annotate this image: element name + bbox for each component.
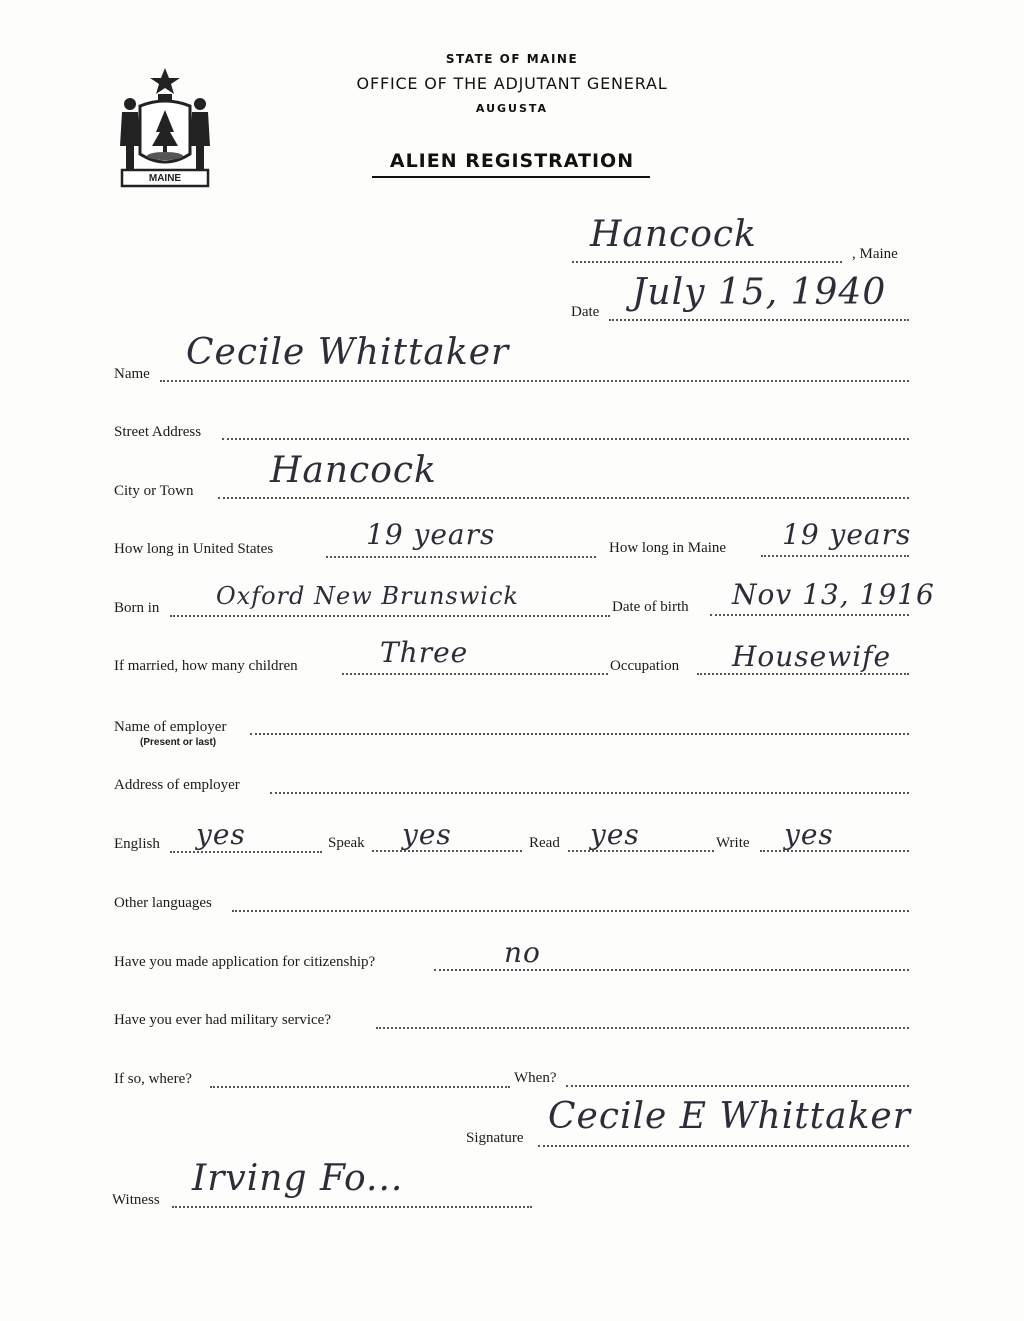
- city-label: City or Town: [114, 483, 194, 499]
- read-label: Read: [529, 835, 560, 851]
- date-label: Date: [571, 304, 600, 320]
- name-line: [160, 380, 909, 382]
- date-of-birth-label: Date of birth: [612, 599, 689, 615]
- when-line: [566, 1085, 909, 1087]
- occupation-value[interactable]: Housewife: [732, 640, 892, 673]
- citizenship-label: Have you made application for citizenship?: [114, 954, 376, 970]
- date-line: [609, 319, 909, 321]
- employer-address-label: Address of employer: [114, 777, 240, 793]
- speak-label: Speak: [328, 835, 365, 851]
- where-label: If so, where?: [114, 1071, 192, 1087]
- witness-line: [172, 1206, 532, 1208]
- date-of-birth-value[interactable]: Nov 13, 1916: [732, 578, 935, 611]
- where-line: [210, 1086, 510, 1088]
- military-line: [376, 1027, 909, 1029]
- other-languages-line: [232, 910, 909, 912]
- how-long-maine-line: [761, 555, 909, 557]
- signature-label: Signature: [466, 1130, 524, 1146]
- how-long-maine-value[interactable]: 19 years: [782, 518, 912, 551]
- employer-note: (Present or last): [140, 737, 217, 748]
- born-in-line: [170, 615, 610, 617]
- name-value[interactable]: Cecile Whittaker: [186, 332, 510, 373]
- employer-label: Name of employer: [114, 719, 227, 735]
- seal-motto: MAINE: [148, 173, 182, 184]
- speak-value[interactable]: yes: [402, 818, 452, 851]
- how-long-us-label: How long in United States: [114, 541, 274, 557]
- citizenship-value[interactable]: no: [504, 936, 541, 969]
- born-in-value[interactable]: Oxford New Brunswick: [216, 582, 519, 610]
- write-line: [760, 850, 909, 852]
- town-value[interactable]: Hancock: [590, 214, 757, 255]
- occupation-label: Occupation: [610, 658, 680, 674]
- witness-label: Witness: [112, 1192, 160, 1208]
- english-line: [170, 851, 322, 853]
- date-of-birth-line: [710, 614, 909, 616]
- signature-line: [538, 1145, 909, 1147]
- header-office: OFFICE OF THE ADJUTANT GENERAL: [356, 74, 668, 93]
- town-line: [572, 261, 842, 263]
- english-label: English: [114, 836, 160, 852]
- header-city: AUGUSTA: [475, 102, 549, 115]
- children-value[interactable]: Three: [380, 636, 469, 669]
- how-long-us-value[interactable]: 19 years: [366, 518, 496, 551]
- how-long-us-line: [326, 556, 596, 558]
- military-label: Have you ever had military service?: [114, 1012, 331, 1028]
- married-label: If married, how many children: [114, 658, 298, 674]
- street-label: Street Address: [114, 424, 202, 440]
- title-underline: [372, 176, 650, 178]
- city-value[interactable]: Hancock: [270, 450, 437, 491]
- date-value[interactable]: July 15, 1940: [632, 272, 887, 313]
- how-long-maine-label: How long in Maine: [609, 540, 727, 556]
- name-label: Name: [114, 366, 150, 382]
- english-value[interactable]: yes: [196, 818, 246, 851]
- other-languages-label: Other languages: [114, 895, 212, 911]
- occupation-line: [697, 673, 909, 675]
- married-line: [342, 673, 608, 675]
- witness-value[interactable]: Irving Fo...: [192, 1158, 404, 1199]
- born-in-label: Born in: [114, 600, 160, 616]
- city-line: [218, 497, 909, 499]
- write-value[interactable]: yes: [784, 818, 834, 851]
- employer-address-line: [270, 792, 909, 794]
- read-value[interactable]: yes: [590, 818, 640, 851]
- write-label: Write: [716, 835, 750, 851]
- maine-label: , Maine: [852, 246, 898, 262]
- street-line: [222, 438, 909, 440]
- employer-line: [250, 733, 909, 735]
- citizenship-line: [434, 969, 909, 971]
- when-label: When?: [514, 1070, 557, 1086]
- signature-value[interactable]: Cecile E Whittaker: [548, 1096, 911, 1137]
- header-state: STATE OF MAINE: [445, 52, 579, 66]
- form-title: ALIEN REGISTRATION: [389, 150, 635, 172]
